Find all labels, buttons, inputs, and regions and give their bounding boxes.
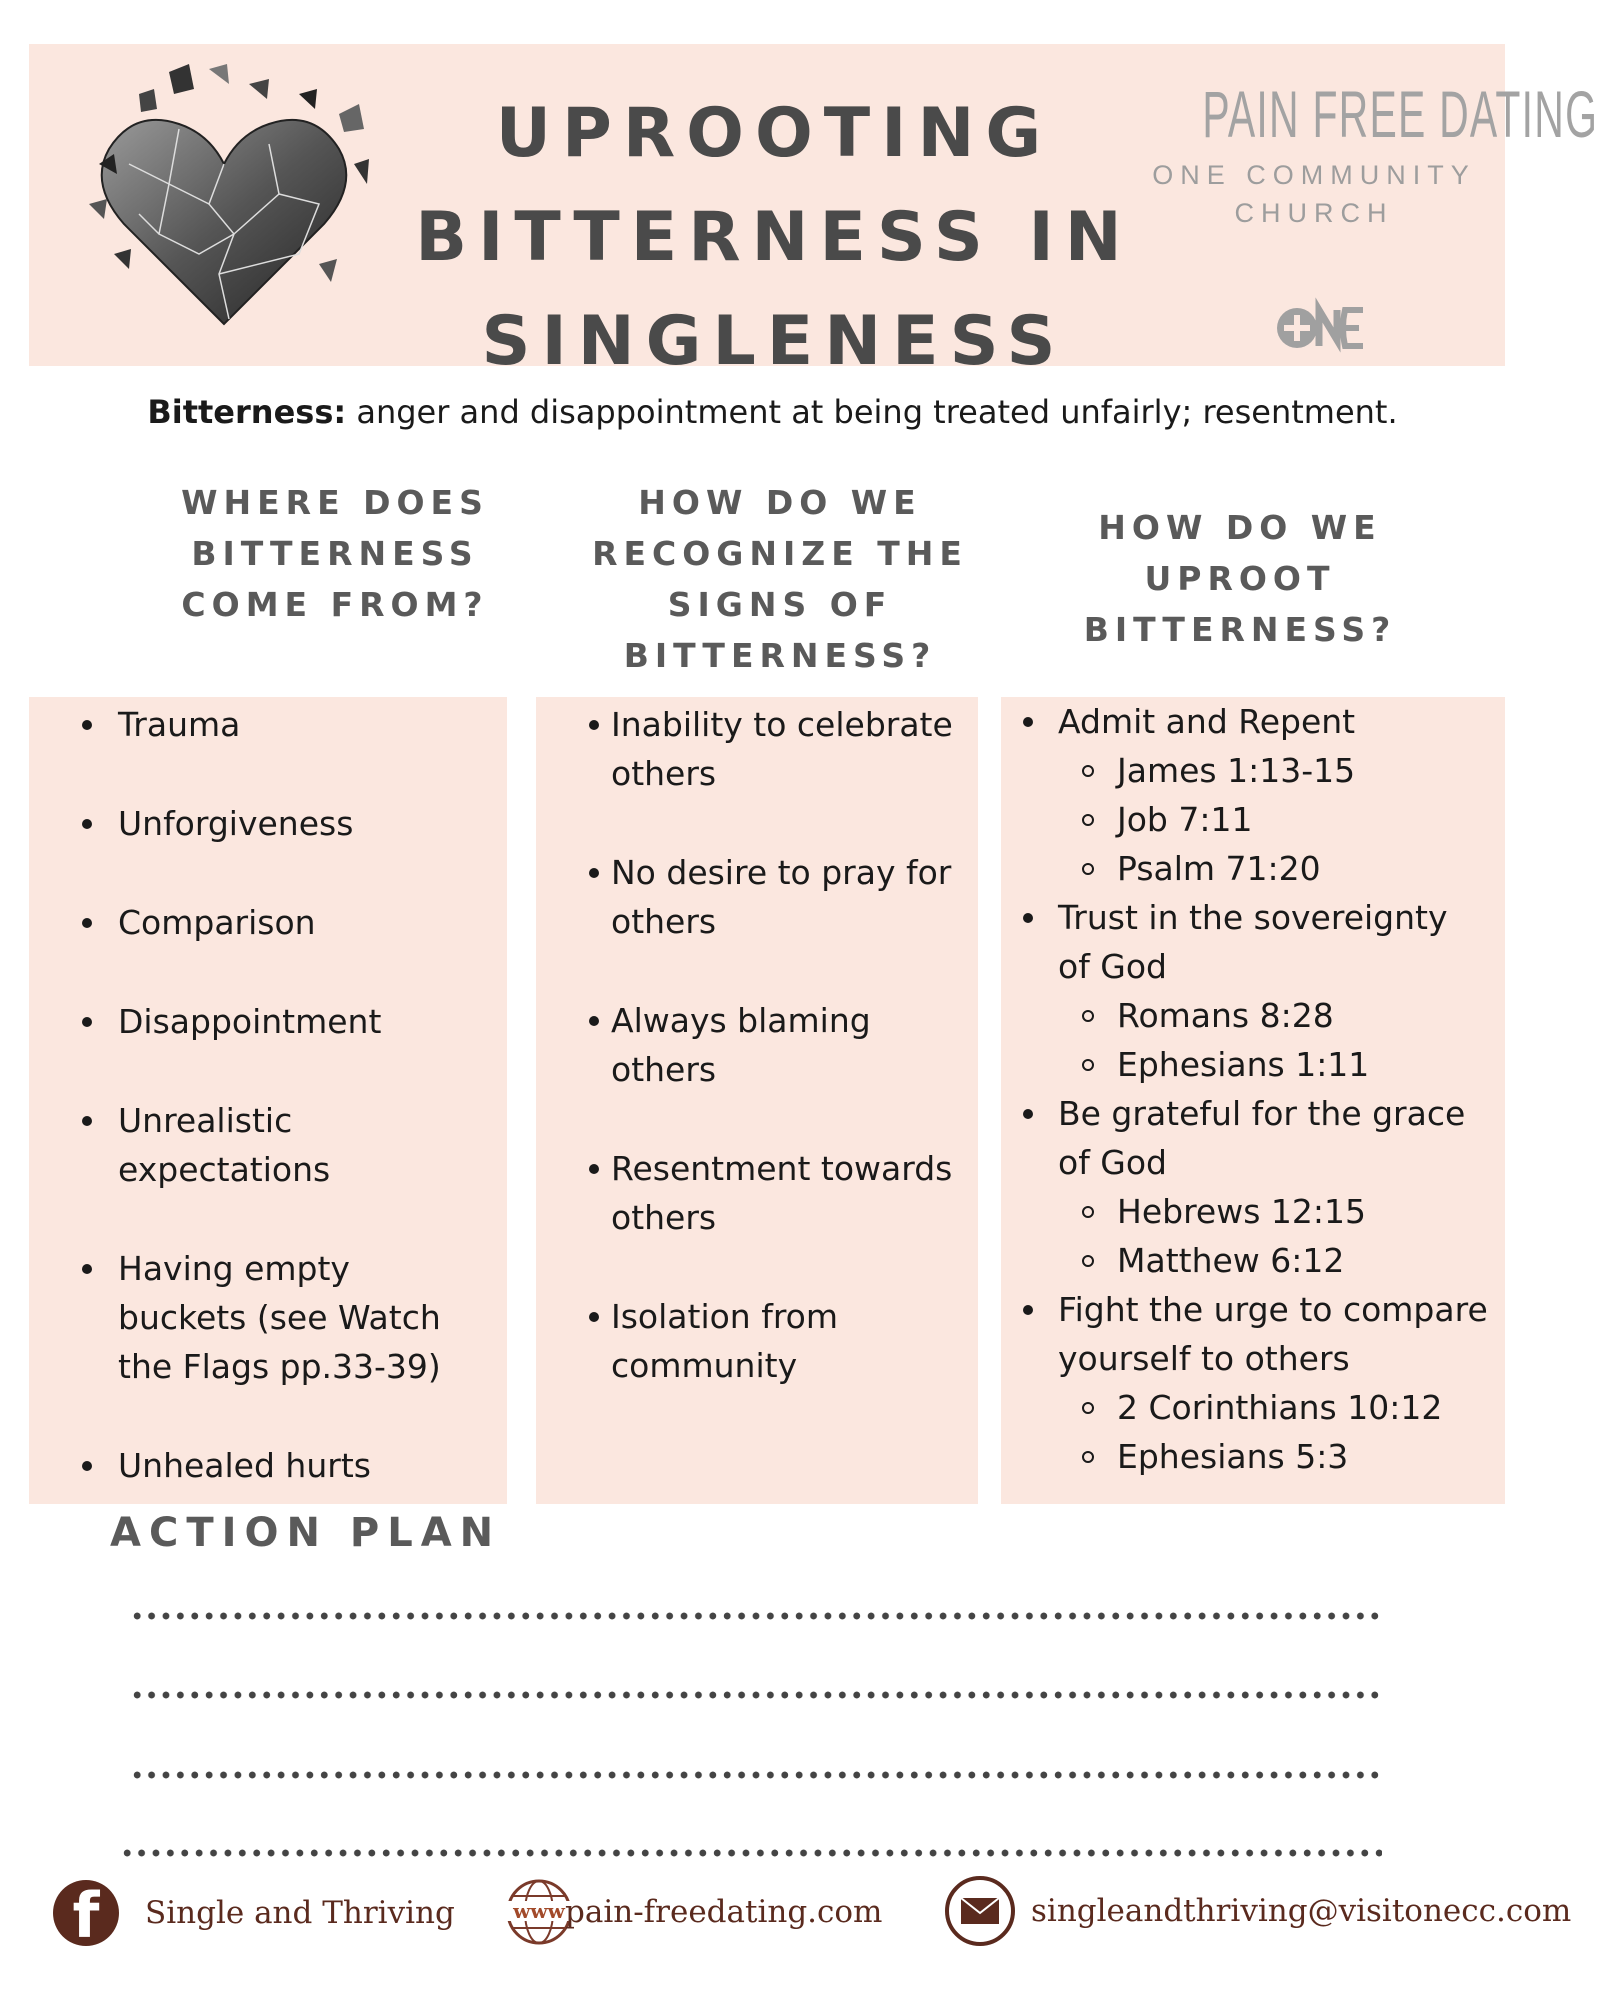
scripture-reference: Psalm 71:20 (1001, 844, 1505, 893)
email-label: singleandthriving@visitonecc.com (1031, 1893, 1572, 1929)
heading-line: SIGNS OF (667, 585, 893, 624)
writing-line[interactable] (120, 1848, 1382, 1858)
column-uproot (1001, 697, 1505, 1504)
list-item: Unforgiveness (29, 799, 507, 848)
list-item: Disappointment (29, 997, 507, 1046)
list-item: Isolation from community (536, 1292, 978, 1390)
website-label: pain-freedating.com (565, 1894, 883, 1930)
column-heading-signs (575, 477, 985, 681)
svg-text:www: www (513, 1899, 565, 1923)
list-item: No desire to pray for others (536, 848, 978, 946)
brand-subtitle-line: CHURCH (1234, 198, 1394, 228)
facebook-label: Single and Thriving (145, 1895, 455, 1931)
heading-line: WHERE DOES (181, 483, 489, 522)
list-item: Unhealed hurts (29, 1441, 507, 1490)
scripture-reference: Romans 8:28 (1001, 991, 1505, 1040)
column-heading-causes (150, 477, 520, 630)
writing-line[interactable] (130, 1690, 1380, 1700)
list-item: Admit and Repent (1001, 697, 1505, 746)
title-line: UPROOTING (495, 94, 1053, 173)
column-signs (536, 697, 978, 1504)
scripture-reference: Hebrews 12:15 (1001, 1187, 1505, 1236)
scripture-reference: Matthew 6:12 (1001, 1236, 1505, 1285)
brand-name: PAIN FREE DATING (1202, 77, 1598, 151)
list-item: Fight the urge to compare yourself to others (1001, 1285, 1505, 1383)
envelope-icon (945, 1876, 1015, 1946)
title-line: BITTERNESS IN (415, 198, 1133, 277)
one-church-logo (1275, 302, 1365, 354)
heading-line: BITTERNESS? (623, 636, 937, 675)
list-item: Resentment towards others (536, 1144, 978, 1242)
heading-line: HOW DO WE (1098, 508, 1382, 547)
header-banner (29, 44, 1598, 381)
heading-line: BITTERNESS (191, 534, 479, 573)
brand-subtitle-line: ONE COMMUNITY (1152, 160, 1476, 190)
bitterness-definition (0, 393, 1545, 431)
broken-heart-icon (69, 54, 379, 354)
list-item: Trauma (29, 700, 507, 749)
email-link[interactable] (945, 1876, 1571, 1946)
globe-www-icon (505, 1878, 573, 1946)
website-link[interactable] (505, 1878, 882, 1946)
list-item: Trust in the sovereignty of God (1001, 893, 1505, 991)
scripture-reference: James 1:13-15 (1001, 746, 1505, 795)
heading-line: HOW DO WE (638, 483, 922, 522)
facebook-link[interactable] (53, 1879, 455, 1952)
column-causes (29, 697, 507, 1504)
list-item: Unrealistic expectations (29, 1096, 507, 1194)
list-item: Always blaming others (536, 996, 978, 1094)
heading-line: COME FROM? (181, 585, 489, 624)
writing-line[interactable] (130, 1770, 1380, 1780)
facebook-icon: f (53, 1880, 119, 1946)
list-item: Having empty buckets (see Watch the Flags pp.33-39) (29, 1244, 507, 1391)
heading-line: UPROOT (1144, 559, 1336, 598)
definition-text: anger and disappointment at being treated unfairly; resentment. (346, 393, 1398, 431)
title-line: SINGLENESS (481, 302, 1067, 381)
page-title (399, 82, 1149, 394)
list-item: Inability to celebrate others (536, 700, 978, 798)
writing-line[interactable] (130, 1611, 1380, 1621)
action-plan-title: ACTION PLAN (110, 1510, 502, 1556)
scripture-reference: Job 7:11 (1001, 795, 1505, 844)
scripture-reference: 2 Corinthians 10:12 (1001, 1383, 1505, 1432)
scripture-reference: Ephesians 5:3 (1001, 1432, 1505, 1481)
scripture-reference: Ephesians 1:11 (1001, 1040, 1505, 1089)
list-item: Be grateful for the grace of God (1001, 1089, 1505, 1187)
heading-line: BITTERNESS? (1083, 610, 1397, 649)
column-heading-uproot (1040, 502, 1440, 655)
heading-line: RECOGNIZE THE (592, 534, 968, 573)
brand-block (1134, 74, 1598, 230)
definition-term: Bitterness: (147, 393, 347, 431)
list-item: Comparison (29, 898, 507, 947)
